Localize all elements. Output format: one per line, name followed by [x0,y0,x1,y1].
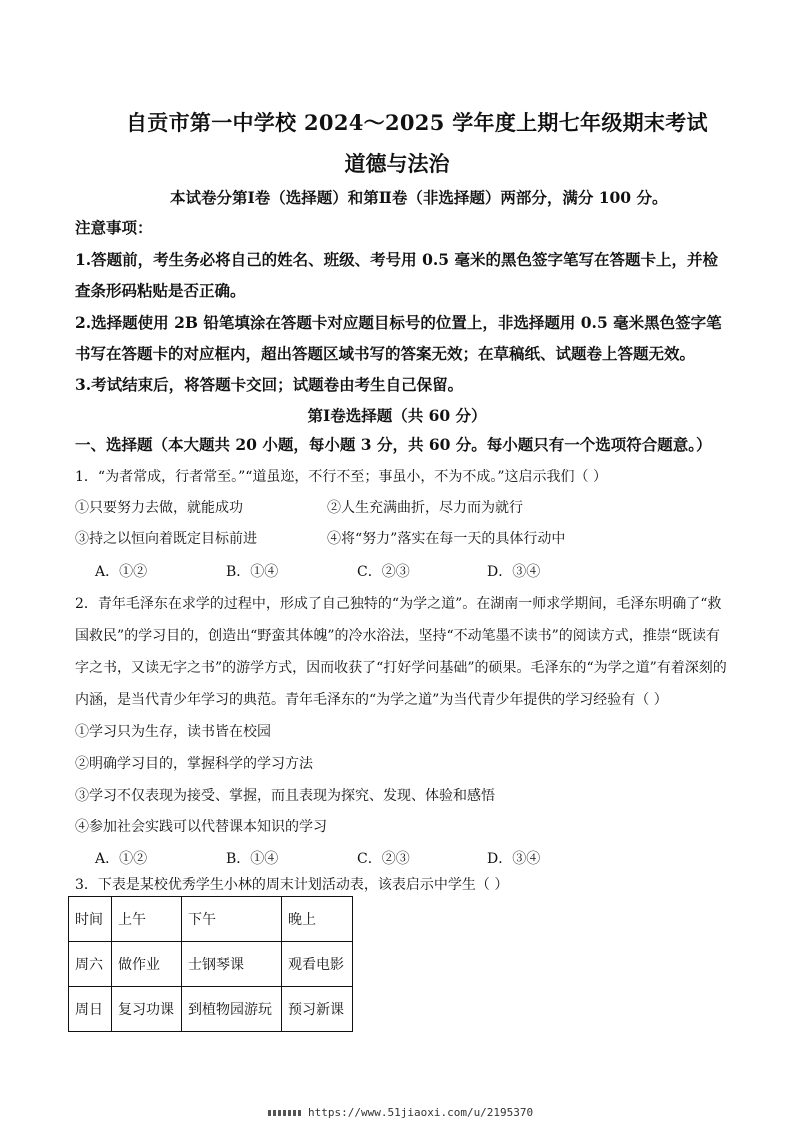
q2-option-c[interactable]: C．②③ [357,851,410,867]
table-cell: 晚上 [282,897,353,942]
q2-option-d[interactable]: D．③④ [487,851,541,867]
q2-statement-1: ①学习只为生存，读书皆在校园 [75,724,271,740]
watermark-logo-icon [268,1110,302,1116]
table-cell: 做作业 [112,942,182,987]
q1-option-a[interactable]: A．①② [95,564,148,580]
q2-line-1: 2．青年毛泽东在求学的过程中，形成了自己独特的“为学之道”。在湖南一师求学期间，毛泽东明确了“救 [75,596,722,612]
table-cell: 时间 [69,897,112,942]
q1-option-b[interactable]: B．①④ [226,564,279,580]
weekend-plan-table [68,896,353,1032]
note-2-line-1: 2.选择题使用 2B 铅笔填涂在答题卡对应题目标号的位置上，非选择题用 0.5 毫米黑色签字笔 [75,313,722,332]
q1-stem: 1．“为者常成，行者常至。”“道虽迩，不行不至；事虽小，不为不成。”这启示我们（ ） [75,469,607,485]
footer-url[interactable]: https://www.51jiaoxi.com/u/2195370 [308,1106,534,1119]
q2-line-4: 内涵，是当代青少年学习的典范。青年毛泽东的“为学之道”为当代青少年提供的学习经验有（ ） [75,692,668,708]
q2-line-2: 国救民”的学习目的，创造出“野蛮其体魄”的冷水浴法，坚持“不动笔墨不读书”的阅读方式，推崇“既读有 [75,628,720,644]
table-cell: 周日 [69,987,112,1032]
table-row [69,897,353,942]
q2-statement-4: ④参加社会实践可以代替课本知识的学习 [75,819,327,835]
q2-statement-3: ③学习不仅表现为接受、掌握，而且表现为探究、发现、体验和感悟 [75,788,495,804]
footer [268,1106,533,1119]
q1-option-d[interactable]: D．③④ [487,564,541,580]
note-1-line-2: 查条形码粘贴是否正确。 [75,281,246,300]
q2-option-a[interactable]: A．①② [95,851,148,867]
notes-heading: 注意事项： [75,218,153,237]
exam-intro: 本试卷分第Ⅰ卷（选择题）和第Ⅱ卷（非选择题）两部分，满分 100 分。 [170,188,668,207]
q1-statement-2: ②人生充满曲折，尽力而为就行 [327,500,523,516]
table-cell: 士钢琴课 [182,942,282,987]
table-cell: 复习功课 [112,987,182,1032]
table-cell: 下午 [182,897,282,942]
q2-statement-2: ②明确学习目的，掌握科学的学习方法 [75,756,313,772]
note-1-line-1: 1.答题前，考生务必将自己的姓名、班级、考号用 0.5 毫米的黑色签字笔写在答题卡上，并检 [75,250,718,269]
table-row [69,987,353,1032]
q1-statement-4: ④将“努力”落实在每一天的具体行动中 [327,531,566,547]
table-row [69,942,353,987]
q2-line-3: 字之书，又读无字之书”的游学方式，因而收获了“打好学问基础”的硕果。毛泽东的“为学之道”有着深刻的 [75,660,727,676]
q1-statement-1: ①只要努力去做，就能成功 [75,500,243,516]
q2-option-b[interactable]: B．①④ [226,851,279,867]
q3-stem: 3．下表是某校优秀学生小林的周末计划活动表，该表启示中学生（ ） [75,877,509,893]
table-cell: 到植物园游玩 [182,987,282,1032]
note-2-line-2: 书写在答题卡的对应框内，超出答题区域书写的答案无效；在草稿纸、试题卷上答题无效。 [75,344,696,363]
part-1-heading: 一、选择题（本大题共 20 小题，每小题 3 分，共 60 分。每小题只有一个选项符合题意。） [75,435,712,454]
section-1-heading: 第Ⅰ卷选择题（共 60 分） [307,406,487,425]
table-cell: 周六 [69,942,112,987]
q1-statement-3: ③持之以恒向着既定目标前进 [75,531,257,547]
subject-title: 道德与法治 [344,151,450,176]
table-cell: 观看电影 [282,942,353,987]
note-3: 3.考试结束后，将答题卡交回；试题卷由考生自己保留。 [75,375,464,394]
table-cell: 预习新课 [282,987,353,1032]
table-cell: 上午 [112,897,182,942]
exam-title: 自贡市第一中学校 2024～2025 学年度上期七年级期末考试 [126,110,708,135]
q1-option-c[interactable]: C．②③ [357,564,410,580]
